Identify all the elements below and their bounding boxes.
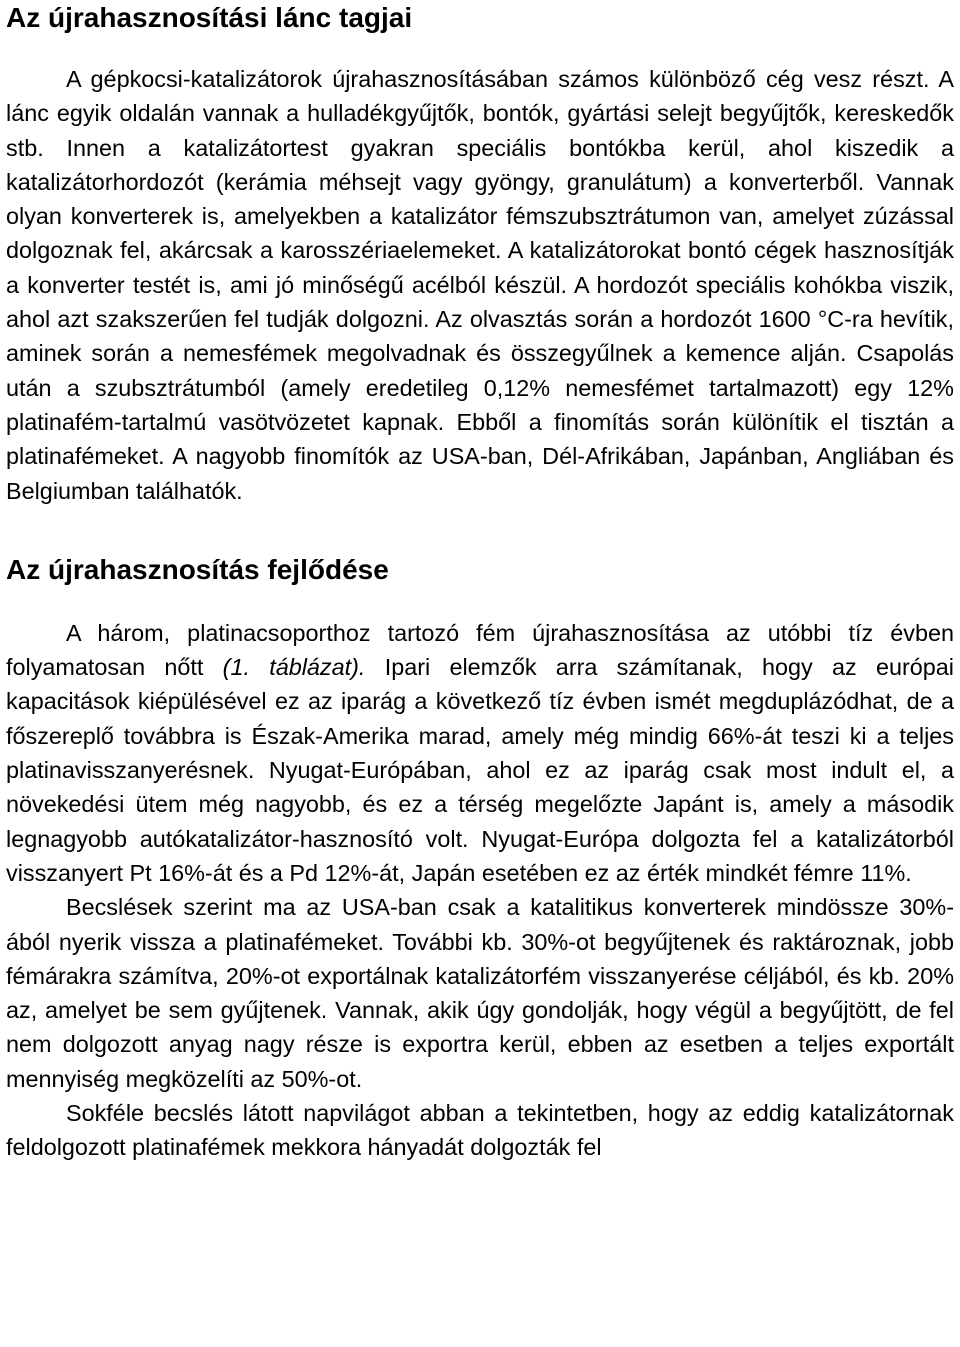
paragraph-development-2: Becslések szerint ma az USA-ban csak a katalitikus konverterek mindössze 30%-ából nyerik vissza a platinafémeket. További kb. 30%-ot begyűjtenek és raktároznak, jobb fémárakra számítva, 20%-ot exportálnak katalizátorfém visszanyerése céljából, és kb. 20% az, amelyet be sem gyűjtenek. Vannak, akik úgy gondolják, hogy végül a begyűjtött, de fel nem dolgozott anyag nagy része is exportra kerül, ebben az esetben a teljes exportált mennyiség megközelíti az 50%-ot. — [6, 894, 954, 1092]
paragraph-development-1-end: Ipari elemzők arra számítanak, hogy az európai kapacitások kiépülésével ez az iparág a következő tíz évben ismét megduplázódhat, de a főszereplő továbbra is Észak-Amerika marad, amely még mindig 66%-át teszi ki a teljes platinavisszanyerésnek. Nyugat-Európában, ahol ez az iparág csak most indult el, a növekedési ütem még nagyobb, és ez a térség megelőzte Japánt is, amely a második legnagyobb autókatalizátor-hasznosító volt. Nyugat-Európa dolgozta fel a katalizátorból visszanyert Pt 16%-át és a Pd 12%-át, Japán esetében ez az érték mindkét fémre 11%. — [6, 654, 954, 886]
paragraph-development-3: Sokféle becslés látott napvilágot abban a tekintetben, hogy az eddig katalizátornak feldolgozott platinafémek mekkora hányadát dolgozták fel — [6, 1100, 954, 1161]
paragraph-development-1 — [6, 616, 954, 890]
section-heading-recycling-development: Az újrahasznosítás fejlődése — [6, 553, 389, 585]
paragraph-recycling-chain: A gépkocsi-katalizátorok újrahasznosításában számos különböző cég vesz részt. A lánc egyik oldalán vannak a hulladékgyűjtők, bontók, gyártási selejt begyűjtők, kereskedők stb. Innen a katalizátortest gyakran speciális bontókba kerül, ahol kiszedik a katalizátorhordozót (kerámia méhsejt vagy gyöngy, granulátum) a konverterből. Vannak olyan konverterek is, amelyekben a katalizátor fémszubsztrátumon van, amelyet zúzással dolgoznak fel, akárcsak a karosszériaelemeket. A katalizátorokat bontó cégek hasznosítják a konverter testét is, ami jó minőségű acélból készül. A hordozót speciális kohókba viszik, ahol azt szakszerűen fel tudják dolgozni. Az olvasztás során a hordozót 1600 °C-ra hevítik, aminek során a nemesfémek megolvadnak és összegyűlnek a kemence alján. Csapolás után a szubsztrátumból (amely eredetileg 0,12% nemesfémet tartalmazott) egy 12% platinafém-tartalmú vasötvözetet kapnak. Ebből a finomítás során különítik el tisztán a platinafémeket. A nagyobb finomítók az USA-ban, Dél-Afrikában, Japánban, Angliában és Belgiumban találhatók. — [6, 66, 954, 504]
table-reference: (1. táblázat). — [222, 654, 366, 681]
section-heading-recycling-chain: Az újrahasznosítási lánc tagjai — [6, 2, 413, 33]
document-page — [6, 0, 954, 1165]
paragraph-development-1-start: A három, platinacsoporthoz tartozó fém újrahasznosítása az utóbbi tíz évben folyamatosan nőtt — [6, 619, 954, 681]
